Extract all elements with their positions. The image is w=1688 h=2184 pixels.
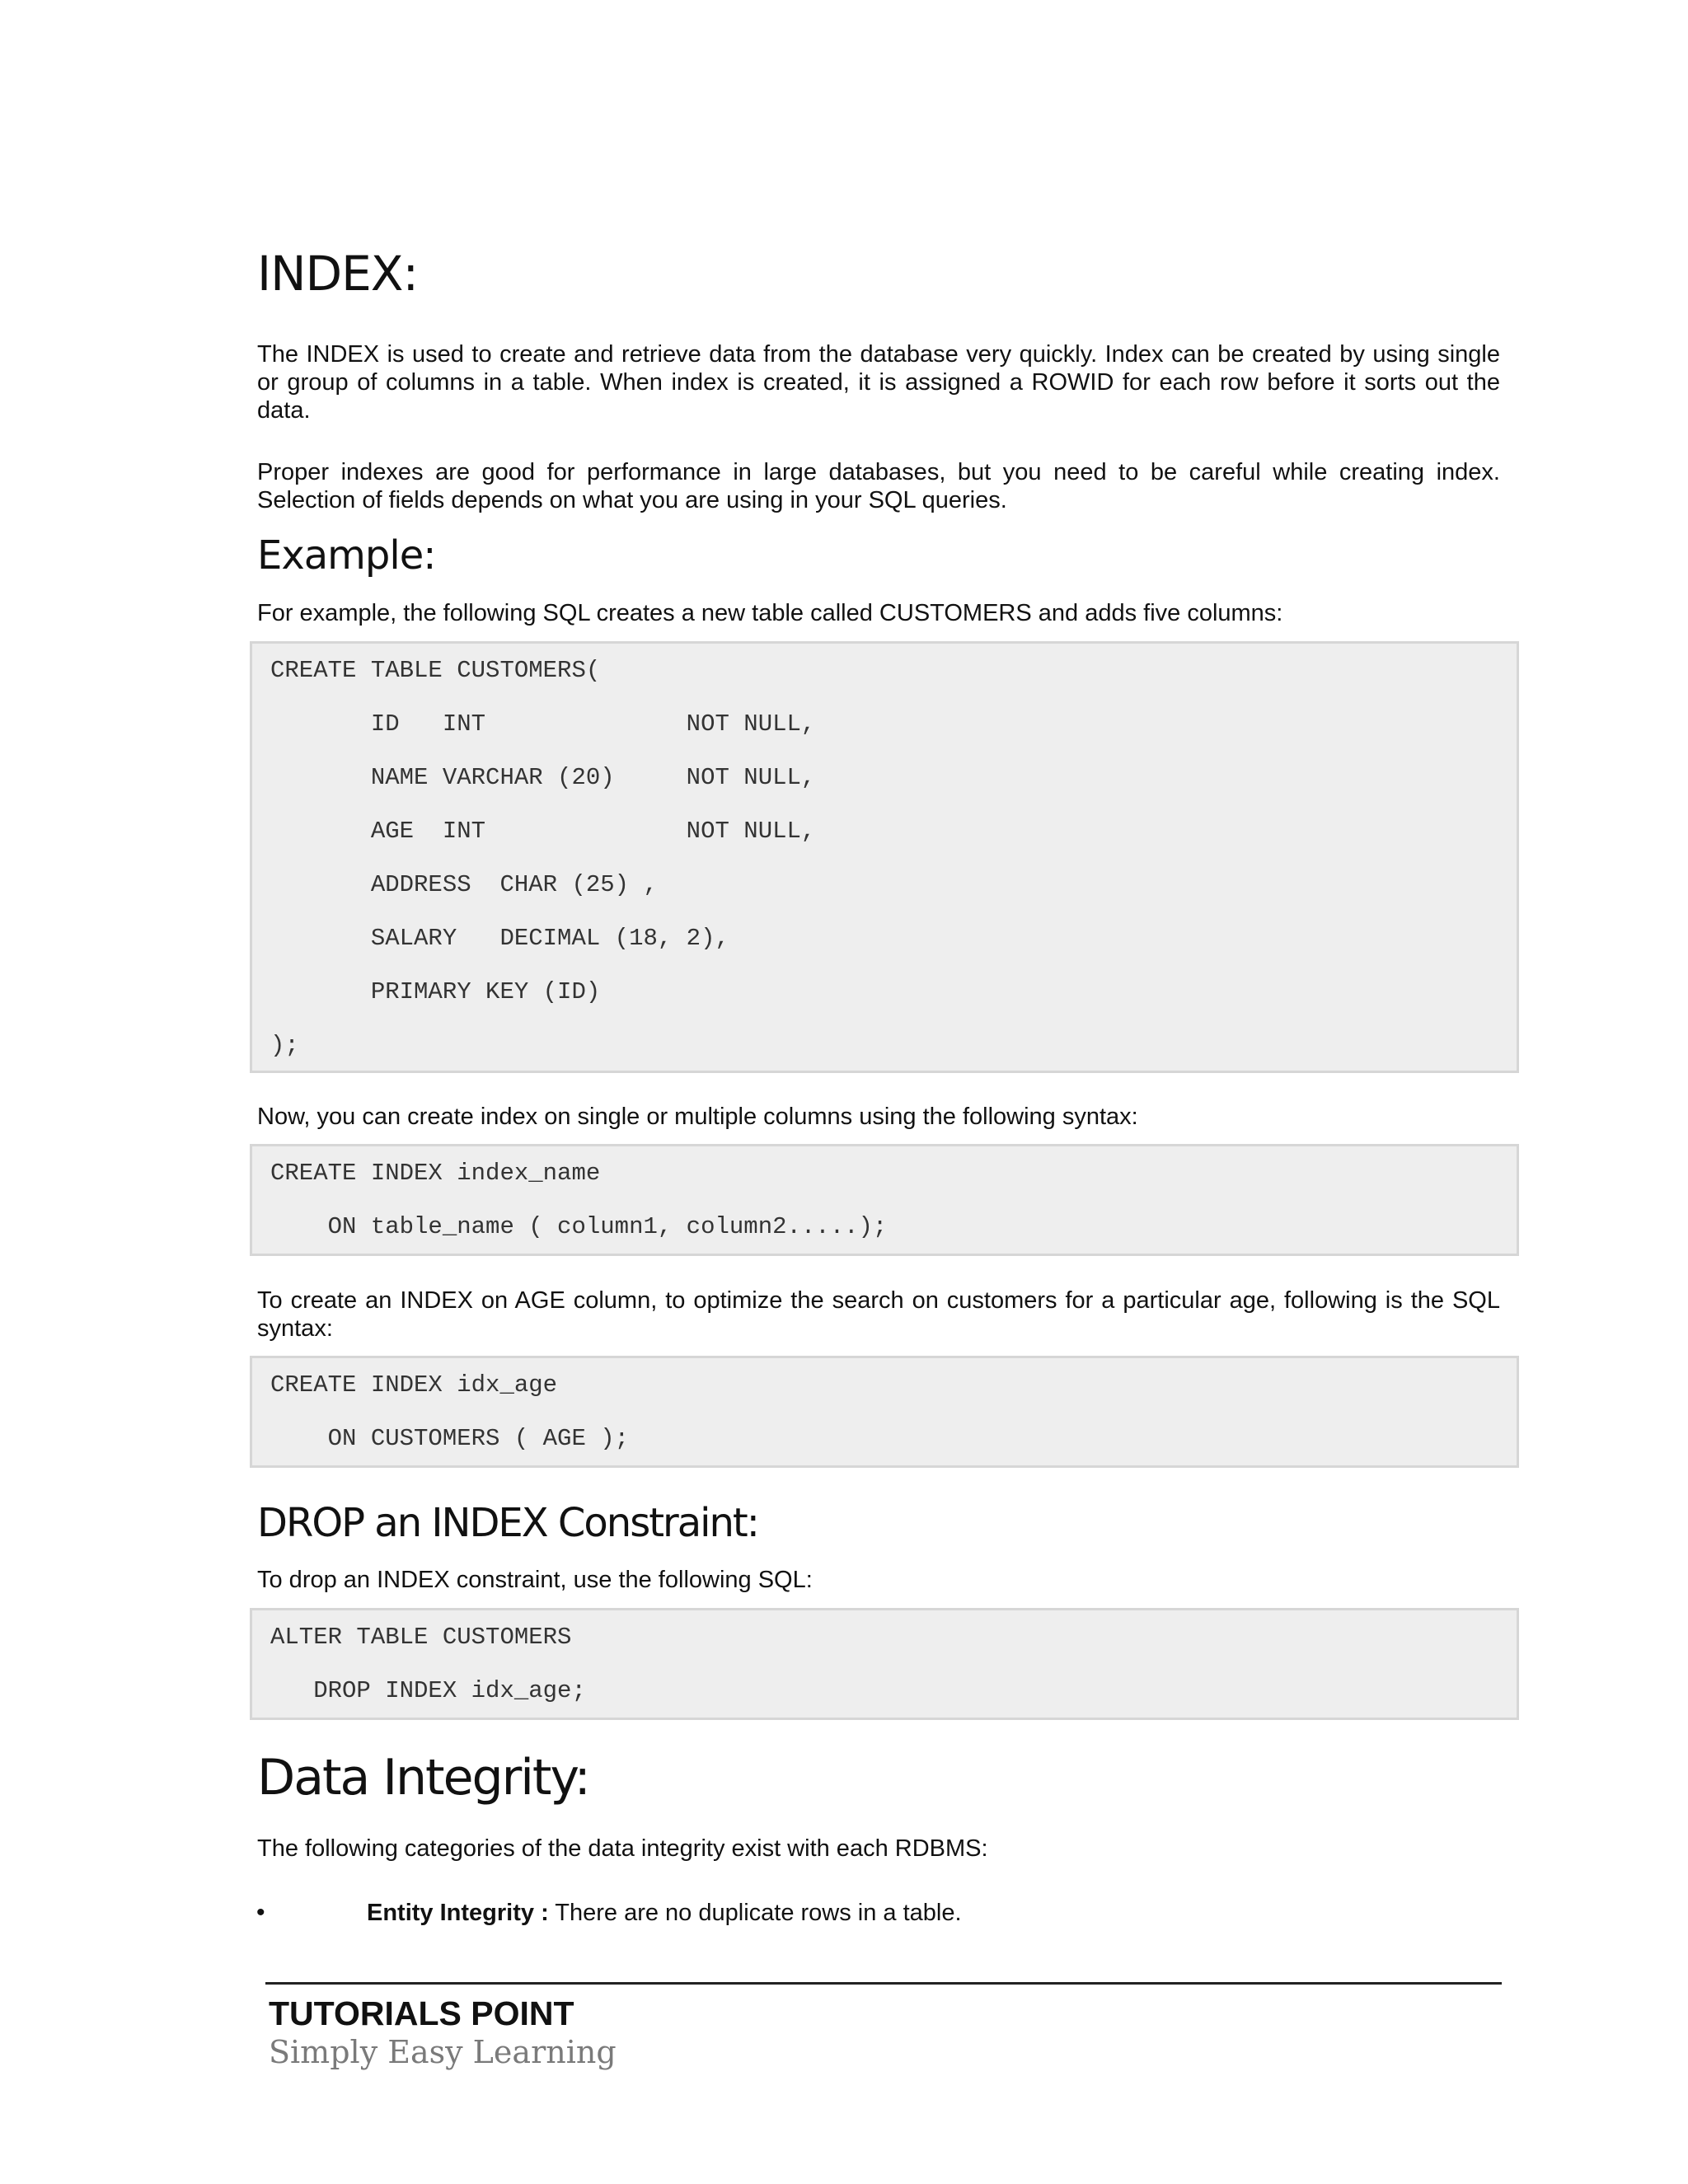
code-line: DROP INDEX idx_age; <box>270 1677 586 1704</box>
bullet-marker: • <box>256 1899 265 1926</box>
list-item-term: Entity Integrity : <box>367 1900 549 1926</box>
list-item-entity-integrity <box>367 1899 962 1927</box>
code-line: SALARY DECIMAL (18, 2), <box>270 925 729 952</box>
heading-data-integrity: Data Integrity: <box>257 1749 589 1807</box>
paragraph-integrity-intro: The following categories of the data integrity exist with each RDBMS: <box>257 1835 988 1862</box>
code-line: CREATE TABLE CUSTOMERS( <box>270 657 601 684</box>
code-block-drop-index <box>250 1608 1519 1720</box>
paragraph-example-intro: For example, the following SQL creates a new table called CUSTOMERS and adds five columns: <box>257 600 1283 626</box>
code-line: NAME VARCHAR (20) NOT NULL, <box>270 764 816 791</box>
code-line: ID INT NOT NULL, <box>270 710 816 738</box>
code-block-age-index <box>250 1356 1519 1468</box>
code-line: ADDRESS CHAR (25) , <box>270 871 658 898</box>
code-line: ALTER TABLE CUSTOMERS <box>270 1624 572 1651</box>
footer-divider <box>265 1982 1502 1985</box>
footer-brand: TUTORIALS POINT <box>269 1994 574 2032</box>
footer-tagline: Simply Easy Learning <box>269 2034 617 2070</box>
heading-index: INDEX: <box>257 246 419 302</box>
paragraph-index-proper: Proper indexes are good for performance in large databases, but you need to be careful while creating index. Selection of fields depends on what you are using in your SQL queries. <box>257 459 1500 513</box>
paragraph-drop-intro: To drop an INDEX constraint, use the following SQL: <box>257 1567 813 1593</box>
code-block-create-table <box>250 641 1519 1073</box>
paragraph-age-intro: To create an INDEX on AGE column, to optimize the search on customers for a particular age, following is the SQL syntax: <box>257 1287 1500 1342</box>
paragraph-index-intro: The INDEX is used to create and retrieve data from the database very quickly. Index can be created by using single or group of columns in a table. When index is created, it is assigned a ROWID for each row before it sorts out the data. <box>257 341 1500 424</box>
list-item-text: There are no duplicate rows in a table. <box>548 1900 962 1926</box>
heading-example: Example: <box>257 532 436 579</box>
code-line: ON table_name ( column1, column2.....); <box>270 1213 888 1240</box>
code-line: ON CUSTOMERS ( AGE ); <box>270 1425 630 1452</box>
code-line: CREATE INDEX index_name <box>270 1160 601 1187</box>
code-block-index-syntax <box>250 1144 1519 1256</box>
code-line: CREATE INDEX idx_age <box>270 1371 558 1399</box>
heading-drop-index: DROP an INDEX Constraint: <box>257 1500 758 1546</box>
code-line: AGE INT NOT NULL, <box>270 818 816 845</box>
code-line: ); <box>270 1032 299 1059</box>
paragraph-syntax-intro: Now, you can create index on single or multiple columns using the following syntax: <box>257 1104 1138 1130</box>
code-line: PRIMARY KEY (ID) <box>270 978 601 1005</box>
